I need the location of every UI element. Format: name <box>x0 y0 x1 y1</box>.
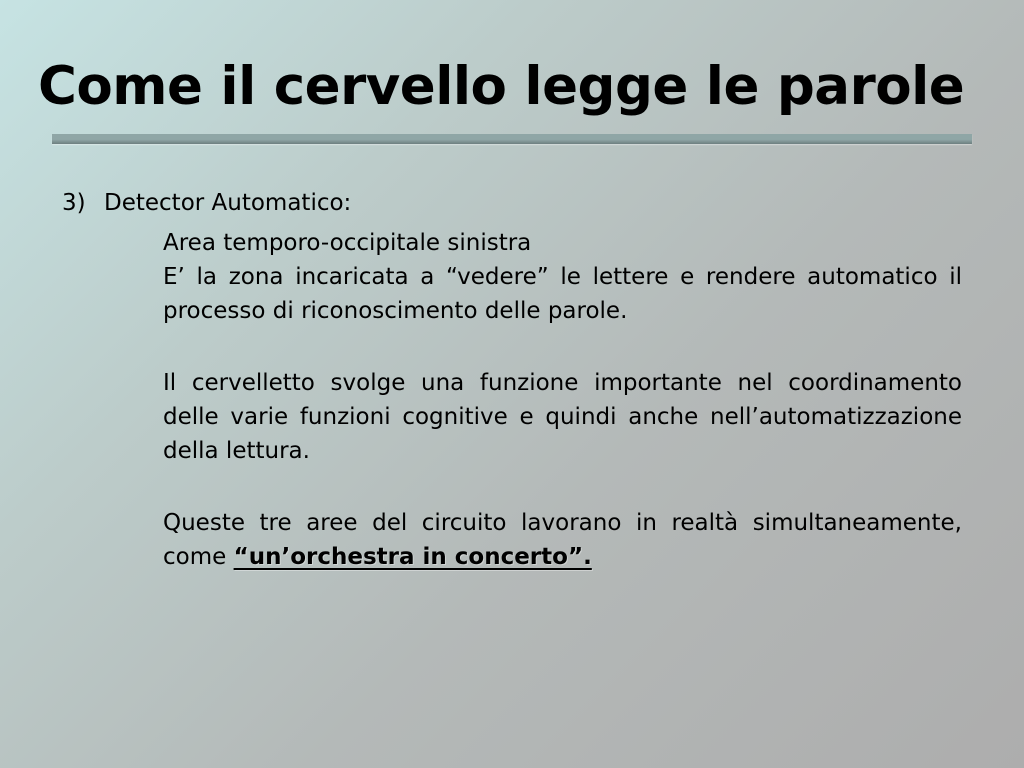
slide-title: Come il cervello legge le parole <box>38 56 965 117</box>
paragraph-2: Il cervelletto svolge una funzione importante nel coordinamento delle varie funzioni cognitive e quindi anche nell’automatizzazione della lettura. <box>163 370 962 464</box>
list-item-header <box>62 186 962 220</box>
paragraph-3-text: Queste tre aree del circuito lavorano in realtà simultaneamente, come <box>163 510 962 570</box>
area-line: Area temporo-occipitale sinistra <box>163 230 532 256</box>
item-heading: Detector Automatico: <box>104 190 352 216</box>
item-number: 3) <box>62 190 86 216</box>
title-divider <box>52 134 972 144</box>
orchestra-highlight: “un’orchestra in concerto”. <box>233 544 592 570</box>
paragraph-1: E’ la zona incaricata a “vedere” le lettere e rendere automatico il processo di riconoscimento delle parole. <box>163 264 962 324</box>
slide-content <box>62 186 962 612</box>
paragraph-3 <box>163 506 962 574</box>
